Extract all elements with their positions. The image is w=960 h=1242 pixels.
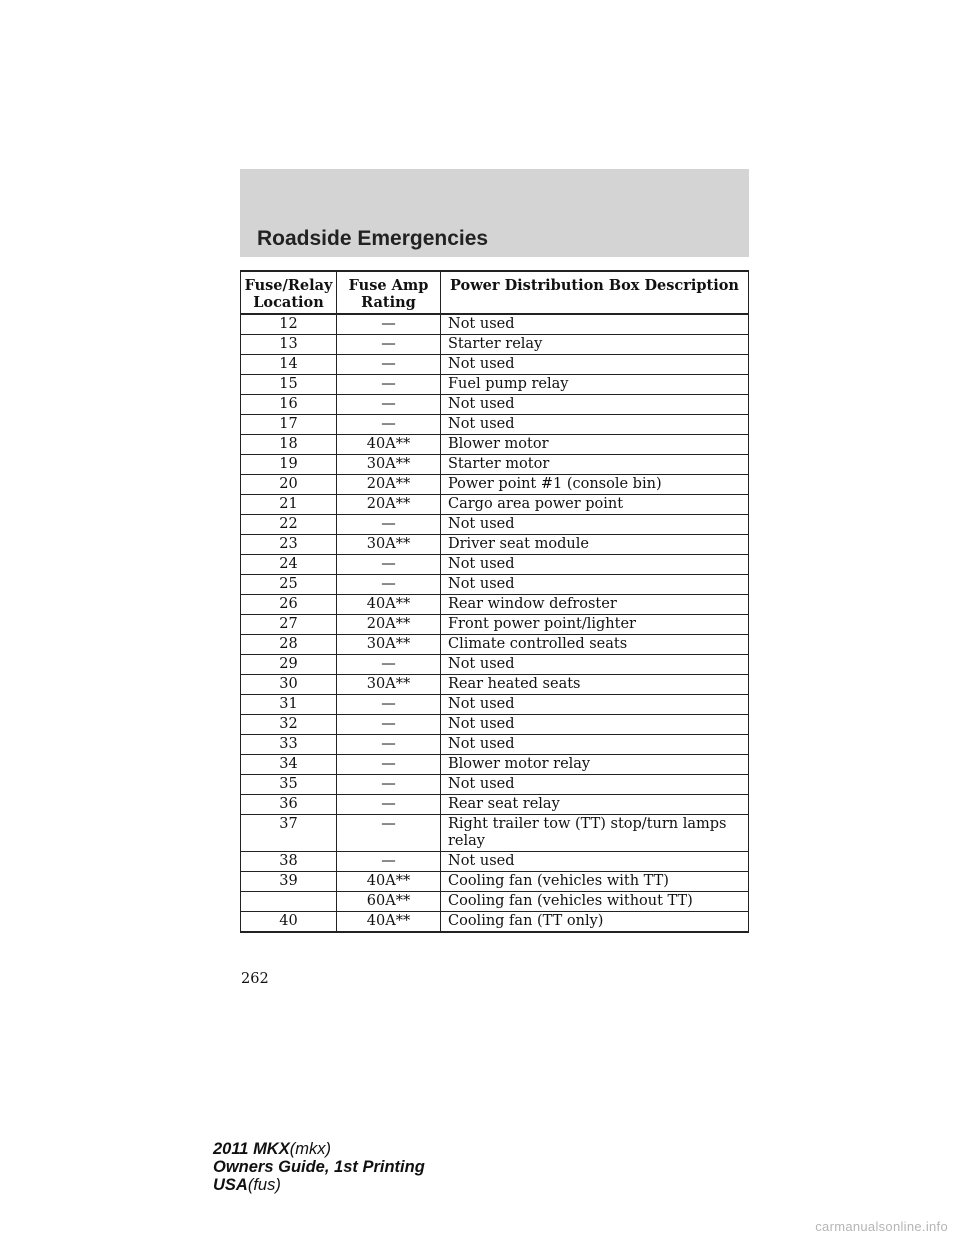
cell-description	[441, 475, 749, 495]
cell-amp-rating: —	[337, 355, 441, 375]
header-description: Power Distribution Box Description	[441, 271, 749, 314]
cell-amp-rating: 30A**	[337, 455, 441, 475]
table-row	[241, 555, 749, 575]
cell-amp-rating: —	[337, 775, 441, 795]
description-line: Not used	[448, 736, 515, 752]
description-line: Blower motor relay	[448, 756, 591, 772]
cell-location: 31	[241, 695, 337, 715]
description-line: Not used	[448, 656, 515, 672]
table-row	[241, 615, 749, 635]
description-line: Rear heated seats	[448, 676, 581, 692]
cell-location: 23	[241, 535, 337, 555]
table-row	[241, 475, 749, 495]
watermark: carmanualsonline.info	[815, 1219, 948, 1234]
table-row	[241, 595, 749, 615]
cell-description	[441, 335, 749, 355]
cell-amp-rating: 60A**	[337, 892, 441, 912]
description-line: Right trailer tow (TT) stop/turn lamps	[448, 816, 727, 832]
cell-description	[441, 655, 749, 675]
description-line: Not used	[448, 356, 515, 372]
cell-location: 27	[241, 615, 337, 635]
cell-amp-rating: —	[337, 735, 441, 755]
cell-amp-rating: —	[337, 335, 441, 355]
cell-amp-rating: —	[337, 695, 441, 715]
cell-amp-rating: 20A**	[337, 495, 441, 515]
description-line: Fuel pump relay	[448, 376, 569, 392]
description-line: Not used	[448, 696, 515, 712]
cell-description	[441, 615, 749, 635]
table-row	[241, 695, 749, 715]
table-row	[241, 912, 749, 933]
description-line: Power point #1 (console bin)	[448, 476, 662, 492]
table-row	[241, 675, 749, 695]
cell-amp-rating: —	[337, 655, 441, 675]
description-line: Not used	[448, 396, 515, 412]
cell-description	[441, 495, 749, 515]
footer-line-guide	[213, 1158, 425, 1176]
cell-amp-rating: —	[337, 815, 441, 852]
fuse-table-body	[241, 314, 749, 932]
print-footer	[213, 1140, 425, 1194]
description-line: Not used	[448, 576, 515, 592]
header-location	[241, 271, 337, 314]
cell-description	[441, 675, 749, 695]
cell-description	[441, 815, 749, 852]
table-row	[241, 515, 749, 535]
description-line: Not used	[448, 776, 515, 792]
table-row	[241, 355, 749, 375]
cell-amp-rating: —	[337, 375, 441, 395]
cell-description	[441, 715, 749, 735]
description-line: Cargo area power point	[448, 496, 624, 512]
cell-amp-rating: 40A**	[337, 435, 441, 455]
description-line: Rear seat relay	[448, 796, 560, 812]
cell-amp-rating: —	[337, 755, 441, 775]
cell-location: 17	[241, 415, 337, 435]
table-row	[241, 852, 749, 872]
cell-location: 29	[241, 655, 337, 675]
table-row	[241, 455, 749, 475]
page-number: 262	[241, 971, 269, 987]
description-line: Cooling fan (TT only)	[448, 913, 604, 929]
cell-location: 28	[241, 635, 337, 655]
cell-location: 35	[241, 775, 337, 795]
cell-description	[441, 892, 749, 912]
description-line: Not used	[448, 556, 515, 572]
table-row	[241, 655, 749, 675]
cell-description	[441, 575, 749, 595]
cell-location: 34	[241, 755, 337, 775]
description-line: Climate controlled seats	[448, 636, 628, 652]
cell-location: 32	[241, 715, 337, 735]
footer-market: USA	[213, 1176, 248, 1194]
cell-location: 16	[241, 395, 337, 415]
table-row	[241, 495, 749, 515]
cell-description	[441, 872, 749, 892]
cell-description	[441, 455, 749, 475]
description-line: Cooling fan (vehicles without TT)	[448, 893, 693, 909]
fuse-table	[240, 270, 749, 933]
cell-description	[441, 375, 749, 395]
description-line: Not used	[448, 853, 515, 869]
cell-location: 38	[241, 852, 337, 872]
table-row	[241, 535, 749, 555]
cell-location	[241, 892, 337, 912]
cell-location: 36	[241, 795, 337, 815]
section-title: Roadside Emergencies	[257, 227, 489, 250]
table-row	[241, 795, 749, 815]
cell-location: 19	[241, 455, 337, 475]
cell-location: 22	[241, 515, 337, 535]
cell-amp-rating: 30A**	[337, 635, 441, 655]
cell-description	[441, 314, 749, 335]
cell-amp-rating: —	[337, 715, 441, 735]
table-row	[241, 815, 749, 852]
cell-amp-rating: 30A**	[337, 535, 441, 555]
cell-amp-rating: —	[337, 575, 441, 595]
cell-location: 40	[241, 912, 337, 933]
cell-description	[441, 555, 749, 575]
cell-location: 26	[241, 595, 337, 615]
footer-guide: Owners Guide, 1st Printing	[213, 1158, 425, 1176]
cell-description	[441, 635, 749, 655]
description-line: Not used	[448, 516, 515, 532]
table-row	[241, 395, 749, 415]
cell-location: 30	[241, 675, 337, 695]
table-row	[241, 892, 749, 912]
footer-line-market	[213, 1176, 425, 1194]
cell-location: 12	[241, 314, 337, 335]
cell-amp-rating: —	[337, 415, 441, 435]
cell-description	[441, 912, 749, 933]
cell-amp-rating: 40A**	[337, 595, 441, 615]
cell-amp-rating: 40A**	[337, 912, 441, 933]
cell-amp-rating: —	[337, 314, 441, 335]
description-line: Rear window defroster	[448, 596, 617, 612]
cell-amp-rating: —	[337, 795, 441, 815]
cell-location: 39	[241, 872, 337, 892]
cell-description	[441, 735, 749, 755]
footer-model-code: (mkx)	[289, 1140, 331, 1158]
description-line: Starter relay	[448, 336, 543, 352]
cell-location: 15	[241, 375, 337, 395]
cell-description	[441, 595, 749, 615]
section-header-band	[240, 169, 749, 257]
table-row	[241, 314, 749, 335]
description-line: Not used	[448, 416, 515, 432]
cell-location: 14	[241, 355, 337, 375]
description-line: Driver seat module	[448, 536, 589, 552]
cell-amp-rating: —	[337, 852, 441, 872]
cell-location: 37	[241, 815, 337, 852]
header-amp-line: Fuse Amp	[348, 277, 429, 294]
table-row	[241, 575, 749, 595]
cell-location: 18	[241, 435, 337, 455]
cell-description	[441, 695, 749, 715]
table-row	[241, 415, 749, 435]
footer-line-model	[213, 1140, 425, 1158]
description-line: Not used	[448, 316, 515, 332]
cell-description	[441, 852, 749, 872]
cell-amp-rating: —	[337, 395, 441, 415]
table-row	[241, 872, 749, 892]
cell-location: 33	[241, 735, 337, 755]
header-amp-line: Rating	[361, 294, 416, 311]
cell-description	[441, 535, 749, 555]
description-line: Starter motor	[448, 456, 550, 472]
cell-amp-rating: —	[337, 515, 441, 535]
header-location-line: Location	[253, 294, 324, 311]
description-line: Cooling fan (vehicles with TT)	[448, 873, 669, 889]
cell-description	[441, 755, 749, 775]
footer-model: 2011 MKX	[213, 1140, 290, 1158]
cell-location: 21	[241, 495, 337, 515]
description-line: Blower motor	[448, 436, 549, 452]
table-row	[241, 375, 749, 395]
description-line: relay	[448, 833, 485, 849]
cell-description	[441, 435, 749, 455]
cell-amp-rating: 20A**	[337, 475, 441, 495]
table-row	[241, 435, 749, 455]
cell-description	[441, 795, 749, 815]
cell-location: 24	[241, 555, 337, 575]
table-header-row	[241, 271, 749, 314]
cell-description	[441, 415, 749, 435]
description-line: Not used	[448, 716, 515, 732]
description-line: Front power point/lighter	[448, 616, 636, 632]
header-amp-rating	[337, 271, 441, 314]
table-row	[241, 735, 749, 755]
cell-location: 25	[241, 575, 337, 595]
cell-amp-rating: 30A**	[337, 675, 441, 695]
header-location-line: Fuse/Relay	[244, 277, 333, 294]
table-row	[241, 635, 749, 655]
cell-location: 13	[241, 335, 337, 355]
cell-location: 20	[241, 475, 337, 495]
cell-description	[441, 395, 749, 415]
table-row	[241, 335, 749, 355]
cell-amp-rating: —	[337, 555, 441, 575]
footer-market-code: (fus)	[247, 1176, 281, 1194]
table-row	[241, 715, 749, 735]
cell-amp-rating: 40A**	[337, 872, 441, 892]
cell-description	[441, 355, 749, 375]
table-row	[241, 755, 749, 775]
cell-description	[441, 515, 749, 535]
cell-amp-rating: 20A**	[337, 615, 441, 635]
table-row	[241, 775, 749, 795]
cell-description	[441, 775, 749, 795]
